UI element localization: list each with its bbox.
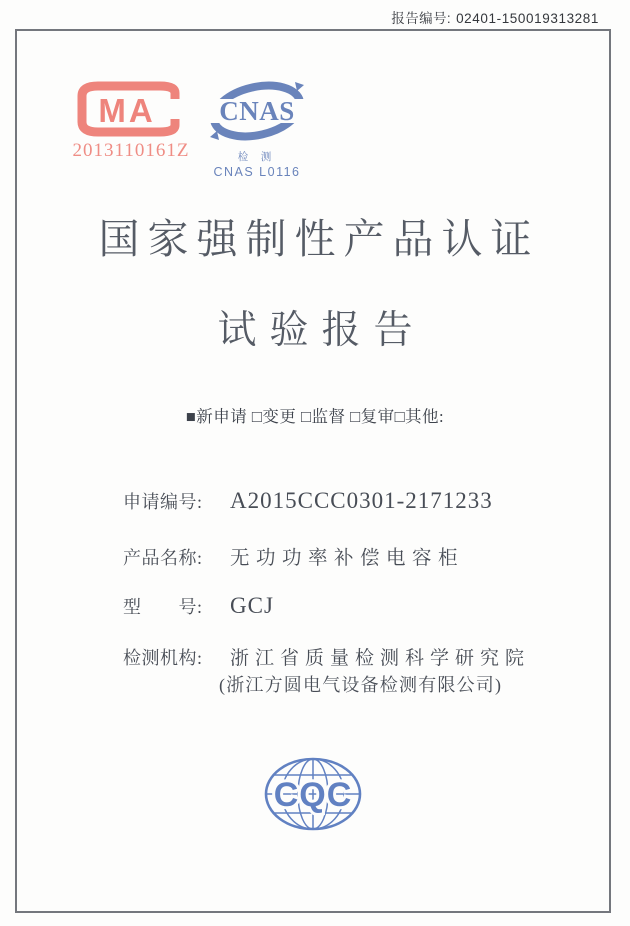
cma-letters: MA	[98, 92, 156, 129]
cnas-code: CNAS L0116	[213, 165, 301, 179]
field-testing-organization	[123, 643, 530, 670]
application-number-value: A2015CCC0301-2171233	[230, 488, 493, 513]
document-title-line1: 国家强制性产品认证	[98, 216, 540, 262]
field-application-number	[123, 488, 493, 514]
testing-organization-value-line2: (浙江方圆电气设备检测有限公司)	[219, 675, 503, 695]
cqc-globe-icon	[260, 755, 366, 835]
model-label: 型 号:	[123, 597, 203, 617]
cma-logo	[72, 79, 190, 162]
cnas-mark-icon	[207, 76, 307, 148]
cnas-logo	[205, 76, 309, 179]
application-number-label: 申请编号:	[123, 492, 203, 512]
report-number-value: 02401-150019313281	[456, 11, 599, 26]
cma-mark-icon	[75, 79, 187, 139]
cqc-logo	[260, 755, 366, 835]
product-name-label: 产品名称:	[123, 548, 203, 568]
testing-organization-label: 检测机构:	[123, 648, 203, 668]
cnas-caption: 检 测	[237, 152, 277, 163]
report-number-line	[391, 7, 599, 27]
product-name-value: 无功功率补偿电容柜	[230, 548, 465, 569]
testing-organization-value: 浙江省质量检测科学研究院	[230, 648, 531, 669]
model-value: GCJ	[230, 593, 274, 618]
cma-accreditation-number: 2013110161Z	[72, 140, 190, 161]
report-number-label: 报告编号:	[391, 11, 452, 26]
cnas-letters: CNAS	[219, 96, 295, 126]
field-product-name	[123, 542, 464, 570]
application-type-options: ■新申请 □变更 □监督 □复审□其他:	[185, 407, 445, 426]
cqc-letters: CQC	[273, 776, 353, 814]
document-title-line2: 试验报告	[217, 309, 426, 352]
field-model	[123, 593, 274, 619]
